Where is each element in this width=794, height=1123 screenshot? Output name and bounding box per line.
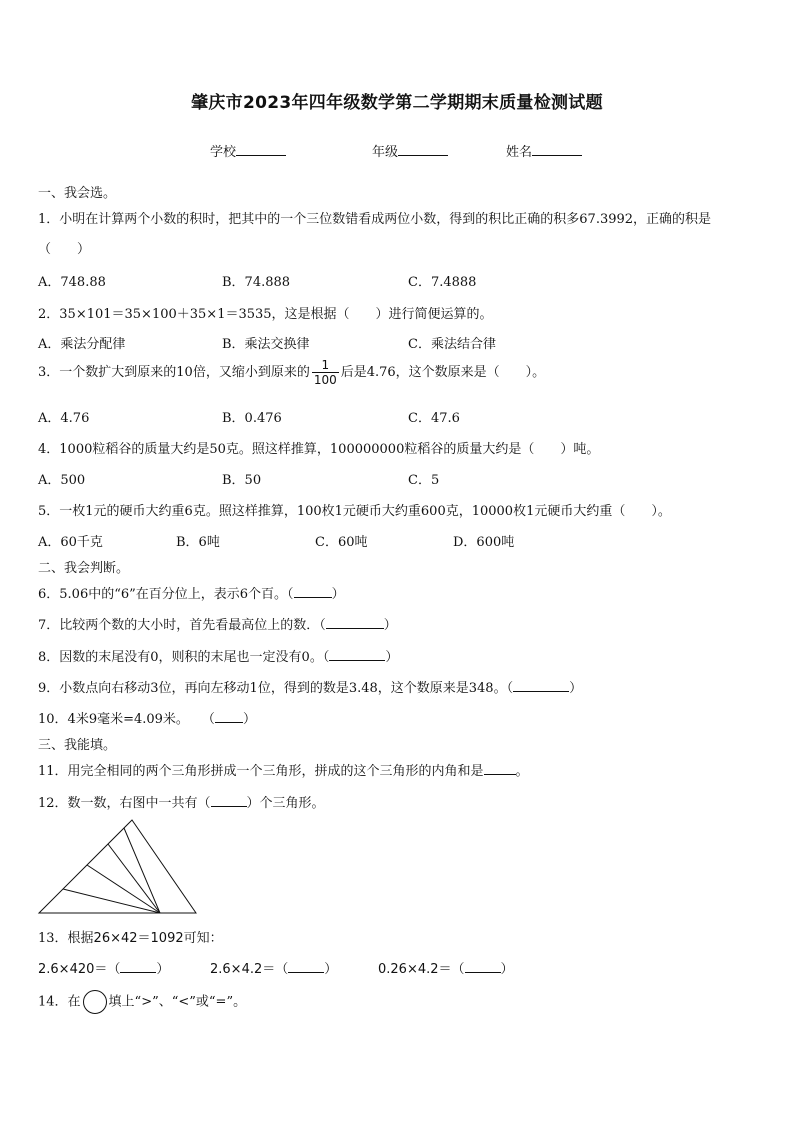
q8-answer-blank[interactable]	[329, 648, 385, 661]
q13-text	[38, 927, 223, 946]
q12-prefix: 12．数一数，右图中一共有（	[38, 796, 211, 811]
q5-option-d[interactable]: D．600吨	[453, 535, 515, 550]
q12-answer-blank[interactable]	[211, 794, 247, 807]
q5-option-b[interactable]: B．6吨	[176, 535, 220, 550]
q4-option-a[interactable]: A．500	[38, 473, 86, 488]
q13-e2-label: 2.6×4.2＝（	[210, 962, 289, 977]
q10-answer-blank[interactable]	[215, 710, 243, 723]
q13-expression: 26×42＝1092	[93, 931, 184, 946]
q6-answer-blank[interactable]	[294, 585, 332, 598]
school-blank[interactable]	[236, 143, 286, 156]
q8-prefix: 8．因数的末尾没有0，则积的末尾也一定没有0。（	[38, 650, 330, 665]
q7-prefix: 7．比较两个数的大小时，首先看最高位上的数．（	[38, 618, 326, 633]
triangle-segment	[63, 889, 160, 913]
q13-expression-2	[210, 958, 337, 977]
q7-answer-blank[interactable]	[326, 616, 384, 629]
fraction-numerator: 1	[312, 358, 339, 373]
q5-option-c[interactable]: C．60吨	[315, 535, 368, 550]
q10-prefix: 10．4米9毫米=4.09米。 （	[38, 712, 215, 727]
q12-suffix: ）个三角形。	[246, 796, 325, 811]
q4-option-c[interactable]: C．5	[408, 473, 440, 488]
q6-prefix: 6．5.06中的“6”在百分位上，表示6个百。（	[38, 587, 294, 602]
q11-text	[38, 760, 529, 779]
q5-text: 5．一枚1元的硬币大约重6克。照这样推算，100枚1元硬币大约重600克，10000枚1元硬币大约重（ ）。	[38, 504, 671, 519]
section-1-heading: 一、我会选。	[38, 186, 117, 201]
q13-expression-1	[38, 958, 169, 977]
page-title: 肇庆市2023年四年级数学第二学期期末质量检测试题	[191, 93, 603, 113]
q14-prefix: 14．在	[38, 994, 81, 1010]
q3-text	[38, 358, 545, 387]
name-label: 姓名	[506, 145, 533, 160]
q1-option-b[interactable]: B．74.888	[222, 275, 291, 290]
name-field	[506, 141, 582, 160]
triangle-segment	[124, 828, 160, 913]
triangle-segment	[108, 844, 160, 913]
circle-icon[interactable]	[83, 990, 107, 1014]
q3-option-a[interactable]: A．4.76	[38, 411, 90, 426]
q13-e3-blank[interactable]	[465, 960, 501, 973]
triangle-outline	[39, 820, 196, 913]
section-3-heading: 三、我能填。	[38, 738, 117, 753]
section-2-heading: 二、我会判断。	[38, 561, 130, 576]
q1-option-a[interactable]: A．748.88	[38, 275, 106, 290]
q3-option-c[interactable]: C．47.6	[408, 411, 460, 426]
q3-suffix: 后是4.76，这个数原来是（ ）。	[340, 365, 546, 380]
q13-expression-3	[378, 958, 514, 977]
q2-option-b[interactable]: B．乘法交换律	[222, 337, 310, 352]
q11-prefix: 11．用完全相同的两个三角形拼成一个三角形，拼成的这个三角形的内角和是	[38, 764, 484, 779]
triangle-segment	[87, 865, 160, 913]
school-field	[210, 141, 286, 160]
q13-e3-label: 0.26×4.2＝（	[378, 962, 465, 977]
q9-prefix: 9．小数点向右移动3位，再向左移动1位，得到的数是3.48，这个数原来是348。（	[38, 681, 514, 696]
q7-text	[38, 614, 397, 633]
q12-text	[38, 792, 325, 811]
q10-suffix: ）	[242, 712, 256, 727]
q6-suffix: ）	[331, 587, 345, 602]
q9-text	[38, 677, 582, 696]
q13-e2-close: ）	[324, 962, 338, 977]
fraction-denominator: 100	[313, 373, 337, 387]
q13-e1-close: ）	[156, 962, 170, 977]
q7-suffix: ）	[383, 618, 397, 633]
name-blank[interactable]	[532, 143, 582, 156]
q2-option-a[interactable]: A．乘法分配律	[38, 337, 126, 352]
q4-option-b[interactable]: B．50	[222, 473, 262, 488]
q11-answer-blank[interactable]	[484, 762, 516, 775]
fraction	[312, 358, 339, 387]
q13-suffix: 可知：	[183, 931, 223, 946]
q2-text: 2．35×101＝35×100＋35×1＝3535，这是根据（ ）进行简便运算的。	[38, 307, 493, 322]
q1-text: 1．小明在计算两个小数的积时，把其中的一个三位数错看成两位小数，得到的积比正确的积多67.3992，正确的积是	[38, 212, 712, 227]
q13-e2-blank[interactable]	[288, 960, 324, 973]
q10-text	[38, 708, 256, 727]
q13-e1-blank[interactable]	[120, 960, 156, 973]
q9-suffix: ）	[569, 681, 583, 696]
school-label: 学校	[210, 145, 237, 160]
q1-paren: （ ）	[38, 242, 91, 257]
grade-label: 年级	[372, 145, 399, 160]
q14-suffix: 填上“>”、“<”或“=”。	[108, 994, 247, 1010]
q3-option-b[interactable]: B．0.476	[222, 411, 282, 426]
grade-field	[372, 141, 448, 160]
q13-e3-close: ）	[500, 962, 514, 977]
q8-text	[38, 646, 398, 665]
q6-text	[38, 583, 345, 602]
q1-option-c[interactable]: C．7.4888	[408, 275, 477, 290]
q14-text	[38, 990, 246, 1014]
q5-option-a[interactable]: A．60千克	[38, 535, 103, 550]
q3-prefix: 3．一个数扩大到原来的10倍，又缩小到原来的	[38, 365, 310, 380]
q4-text: 4．1000粒稻谷的质量大约是50克。照这样推算，100000000粒稻谷的质量大约是（ ）吨。	[38, 442, 600, 457]
q13-e1-label: 2.6×420＝（	[38, 962, 121, 977]
q11-suffix: 。	[515, 764, 529, 779]
q2-option-c[interactable]: C．乘法结合律	[408, 337, 496, 352]
q13-prefix: 13．根据	[38, 931, 94, 946]
grade-blank[interactable]	[398, 143, 448, 156]
triangle-figure	[36, 818, 200, 918]
q8-suffix: ）	[385, 650, 399, 665]
q9-answer-blank[interactable]	[513, 679, 569, 692]
